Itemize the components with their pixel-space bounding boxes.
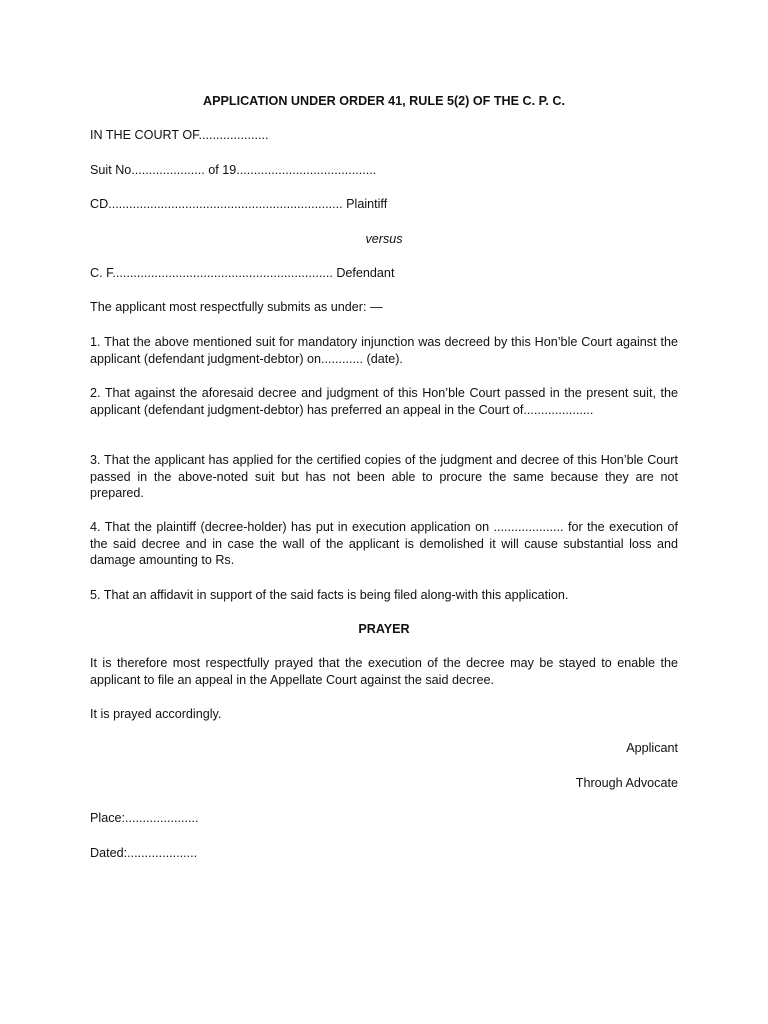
prayer-text: It is therefore most respectfully prayed that the execution of the decree may be stayed to enable the applicant to file an appeal in the Appellate Court against the said decree. <box>90 656 678 687</box>
versus-text: versus <box>365 232 403 246</box>
dated-line: Dated:.................... <box>90 846 198 860</box>
paragraph-4: 4. That the plaintiff (decree-holder) has put in execution application on .................... for the execution of the said decree and in case the wall of the applicant is demolished it will cause substantial loss and damage amounting to Rs. <box>90 520 678 567</box>
court-line: IN THE COURT OF.................... <box>90 128 269 142</box>
paragraph-5: 5. That an affidavit in support of the said facts is being filed along-with this application. <box>90 588 569 602</box>
applicant-signature-label: Applicant <box>626 741 678 755</box>
advocate-label: Through Advocate <box>575 776 678 790</box>
suit-number-line: Suit No..................... of 19........................................ <box>90 163 377 177</box>
defendant-line: C. F............................................................... Defendant <box>90 266 395 280</box>
place-line: Place:..................... <box>90 811 199 825</box>
prayed-accordingly: It is prayed accordingly. <box>90 707 222 721</box>
paragraph-1: 1. That the above mentioned suit for mandatory injunction was decreed by this Hon’ble Court against the applicant (defendant judgment-debtor) on............ (date). <box>90 335 678 366</box>
prayer-heading: PRAYER <box>358 622 410 636</box>
paragraph-3: 3. That the applicant has applied for the certified copies of the judgment and decree of this Hon’ble Court passed in the above-noted suit but has not been able to procure the same because they are not prepared. <box>90 453 678 500</box>
document-title: APPLICATION UNDER ORDER 41, RULE 5(2) OF THE C. P. C. <box>203 94 565 108</box>
intro-text: The applicant most respectfully submits as under: — <box>90 300 383 314</box>
plaintiff-line: CD................................................................... Plaintiff <box>90 197 388 211</box>
paragraph-2: 2. That against the aforesaid decree and judgment of this Hon’ble Court passed in the present suit, the applicant (defendant judgment-debtor) has preferred an appeal in the Court of.................... <box>90 386 678 417</box>
